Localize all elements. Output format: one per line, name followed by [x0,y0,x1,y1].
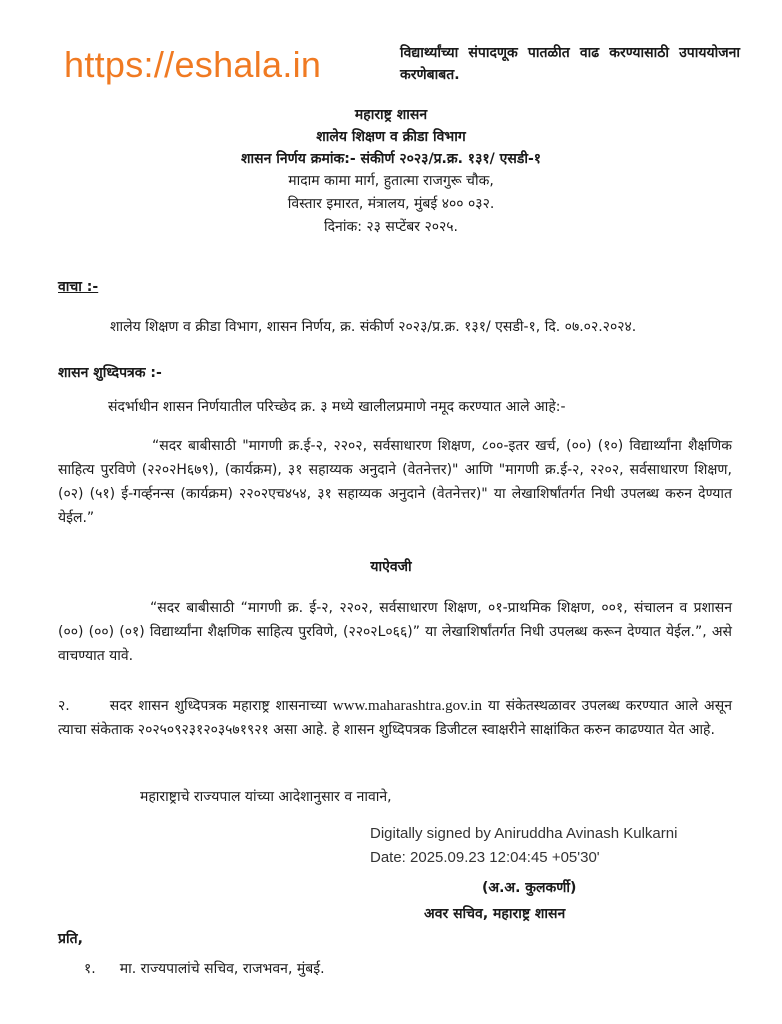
document-header [0,104,782,239]
order-line: महाराष्ट्राचे राज्यपाल यांच्या आदेशानुसार व नावाने, [140,789,392,805]
subject-line: विद्यार्थ्यांच्या संपादणूक पातळीत वाढ करण्यासाठी उपाययोजना करणेबाबत. [400,45,740,83]
address-line-1: मादाम कामा मार्ग, हुतात्मा राजगुरू चौक, [288,173,494,189]
replacement-provision-text: “सदर बाबीसाठी “मागणी क्र. ई-२, २२०२, सर्वसाधारण शिक्षण, ०१-प्राथमिक शिक्षण, ००१, संचालन व प्रशासन (००) (००) (०१) विद्यार्थ्यांना शैक्षणिक साहित्य पुरविणे, (२२०२L०६६)” या लेखाशिर्षांतर्गत निधी उपलब्ध करून देण्यात येईल.”, असे वाचण्यात यावे. [58,600,732,664]
digital-signature-stamp [370,822,677,870]
maharashtra-gov-website-link[interactable]: www.maharashtra.gov.in [332,698,483,714]
copy-to-item-number: १. [84,961,96,977]
paragraph-2-number: २. [58,698,70,714]
signatory-name: (अ.अ. कुलकर्णी) [482,880,577,896]
corrigendum-label: शासन शुध्दिपत्रक :- [58,365,162,381]
paragraph-2 [58,694,732,742]
digital-signature-date: Date: 2025.09.23 12:04:45 +05'30' [370,849,600,866]
reference-label: वाचा :- [58,279,99,295]
copy-to-item [84,958,684,980]
gr-number: शासन निर्णय क्रमांक:- संकीर्ण २०२३/प्र.क्र. १३१/ एसडी-१ [240,151,542,167]
copy-to-label: प्रति, [58,931,83,947]
document-date: दिनांक: २३ सप्टेंबर २०२५. [323,219,459,235]
corrigendum-intro: संदर्भाधीन शासन निर्णयातील परिच्छेद क्र. ३ मध्ये खालीलप्रमाणे नमूद करण्यात आले आहे:- [108,399,566,415]
reference-text: शालेय शिक्षण व क्रीडा विभाग, शासन निर्णय, क्र. संकीर्ण २०२३/प्र.क्र. १३१/ एसडी-१, दि. ०७.०२.२०२४. [110,319,637,335]
original-provision-text: “सदर बाबीसाठी "मागणी क्र.ई-२, २२०२, सर्वसाधारण शिक्षण, ८००-इतर खर्च, (००) (१०) विद्यार्थ्यांना शैक्षणिक साहित्य पुरविणे (२२०२H६७९), (कार्यक्रम), ३१ सहाय्यक अनुदाने (वेतनेत्तर)" आणि "मागणी क्र.ई-२, २२०२, सर्वसाधारण शिक्षण, (०२) (५१) ई-गर्व्हनन्स (कार्यक्रम) २२०२एच४५४, ३१ सहाय्यक अनुदाने (वेतनेत्तर)" या लेखाशिर्षांतर्गत निधी उपलब्ध करुन देण्यात येईल.” [58,438,732,526]
paragraph-2-text-after-link: या संकेतस्थळावर उपलब्ध करण्यात आले असून त्याचा संकेताक २०२५०९२३१२०३५७१९२१ असा आहे. हे शासन शुध्दिपत्रक डिजीटल स्वाक्षरीने साक्षांकित करुन काढण्यात येत आहे. [58,698,732,738]
department-name: शालेय शिक्षण व क्रीडा विभाग [316,129,466,145]
digital-signature-signed-by: Digitally signed by Aniruddha Avinash Kulkarni [370,825,678,842]
government-name: महाराष्ट्र शासन [354,107,428,123]
eshala-watermark-link[interactable]: https://eshala.in [64,44,322,85]
signatory-designation: अवर सचिव, महाराष्ट्र शासन [424,906,566,922]
paragraph-2-text-before-link: सदर शासन शुध्दिपत्रक महाराष्ट्र शासनाच्या [109,698,327,714]
instead-heading: याऐवजी [370,559,412,575]
address-line-2: विस्तार इमारत, मंत्रालय, मुंबई ४०० ०३२. [287,196,495,212]
copy-to-item-text: मा. राज्यपालांचे सचिव, राजभवन, मुंबई. [119,961,325,977]
